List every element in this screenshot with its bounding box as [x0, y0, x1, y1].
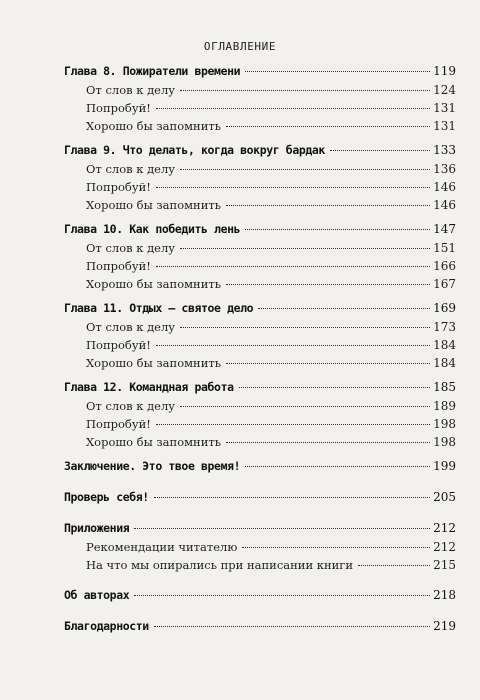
dot-leader — [134, 595, 430, 596]
page-number: 199 — [433, 459, 456, 473]
dot-leader — [226, 126, 430, 127]
page-number: 215 — [433, 558, 456, 572]
toc-sub-entry[interactable] — [64, 415, 456, 433]
section-title: От слов к делу — [86, 241, 176, 255]
dot-leader — [180, 406, 430, 407]
section-title: Рекомендации читателю — [86, 540, 238, 554]
dot-leader — [180, 327, 430, 328]
section-title: От слов к делу — [86, 83, 176, 97]
toc-group-acknowledgements — [64, 617, 456, 636]
toc-group-appendices — [64, 519, 456, 574]
page-number: 147 — [433, 222, 456, 236]
section-title: Хорошо бы запомнить — [86, 356, 222, 370]
toc-group-chapter-9 — [64, 141, 456, 214]
toc-chapter-entry[interactable] — [64, 488, 456, 507]
dot-leader — [154, 497, 430, 498]
section-title: Попробуй! — [86, 259, 151, 273]
toc-sub-entry[interactable] — [64, 354, 456, 372]
toc-group-conclusion — [64, 457, 456, 476]
dot-leader — [180, 248, 430, 249]
toc-sub-entry[interactable] — [64, 433, 456, 451]
chapter-title: Об авторах — [64, 588, 130, 602]
page-number: 218 — [433, 588, 456, 602]
section-title: На что мы опирались при написании книги — [86, 558, 353, 572]
page-number: 131 — [433, 119, 456, 133]
page-number: 189 — [433, 399, 456, 413]
dot-leader — [180, 90, 430, 91]
table-of-contents — [64, 62, 456, 648]
page-number: 146 — [433, 180, 456, 194]
dot-leader — [245, 71, 430, 72]
toc-chapter-entry[interactable] — [64, 617, 456, 636]
toc-chapter-entry[interactable] — [64, 519, 456, 538]
toc-group-chapter-12 — [64, 378, 456, 451]
toc-sub-entry[interactable] — [64, 275, 456, 293]
dot-leader — [330, 150, 430, 151]
page-number: 198 — [433, 435, 456, 449]
page-number: 124 — [433, 83, 456, 97]
toc-chapter-entry[interactable] — [64, 220, 456, 239]
section-title: Попробуй! — [86, 180, 151, 194]
section-title: От слов к делу — [86, 399, 176, 413]
toc-sub-entry[interactable] — [64, 117, 456, 135]
dot-leader — [156, 266, 430, 267]
toc-sub-entry[interactable] — [64, 81, 456, 99]
page-number: 184 — [433, 338, 456, 352]
toc-chapter-entry[interactable] — [64, 62, 456, 81]
chapter-title: Глава 12. Командная работа — [64, 380, 234, 394]
dot-leader — [226, 205, 430, 206]
toc-sub-entry[interactable] — [64, 336, 456, 354]
toc-sub-entry[interactable] — [64, 196, 456, 214]
page-number: 184 — [433, 356, 456, 370]
toc-sub-entry[interactable] — [64, 538, 456, 556]
page-number: 212 — [433, 521, 456, 535]
page-number: 185 — [433, 380, 456, 394]
chapter-title: Благодарности — [64, 619, 149, 633]
toc-group-about-authors — [64, 586, 456, 605]
chapter-title: Глава 11. Отдых – святое дело — [64, 301, 254, 315]
toc-sub-entry[interactable] — [64, 318, 456, 336]
dot-leader — [180, 169, 430, 170]
toc-sub-entry[interactable] — [64, 556, 456, 574]
toc-sub-entry[interactable] — [64, 160, 456, 178]
section-title: Попробуй! — [86, 417, 151, 431]
dot-leader — [258, 308, 430, 309]
toc-group-chapter-10 — [64, 220, 456, 293]
toc-chapter-entry[interactable] — [64, 457, 456, 476]
dot-leader — [156, 345, 430, 346]
section-title: Попробуй! — [86, 101, 151, 115]
chapter-title: Глава 10. Как победить лень — [64, 222, 241, 236]
page-number: 136 — [433, 162, 456, 176]
chapter-title: Глава 8. Пожиратели времени — [64, 64, 241, 78]
page-number: 205 — [433, 490, 456, 504]
toc-chapter-entry[interactable] — [64, 141, 456, 160]
section-title: Хорошо бы запомнить — [86, 198, 222, 212]
section-title: Хорошо бы запомнить — [86, 435, 222, 449]
toc-sub-entry[interactable] — [64, 397, 456, 415]
chapter-title: Приложения — [64, 521, 130, 535]
toc-chapter-entry[interactable] — [64, 299, 456, 318]
toc-chapter-entry[interactable] — [64, 586, 456, 605]
page-number: 219 — [433, 619, 456, 633]
dot-leader — [245, 229, 430, 230]
dot-leader — [156, 187, 430, 188]
toc-group-check-yourself — [64, 488, 456, 507]
page-title: ОГЛАВЛЕНИЕ — [203, 40, 277, 53]
page-number: 146 — [433, 198, 456, 212]
page-number: 166 — [433, 259, 456, 273]
section-title: От слов к делу — [86, 162, 176, 176]
dot-leader — [156, 424, 430, 425]
dot-leader — [358, 565, 430, 566]
toc-sub-entry[interactable] — [64, 239, 456, 257]
page-number: 167 — [433, 277, 456, 291]
page-number: 131 — [433, 101, 456, 115]
page-number: 212 — [433, 540, 456, 554]
chapter-title: Проверь себя! — [64, 490, 149, 504]
dot-leader — [239, 387, 430, 388]
dot-leader — [226, 442, 430, 443]
toc-sub-entry[interactable] — [64, 257, 456, 275]
toc-sub-entry[interactable] — [64, 178, 456, 196]
chapter-title: Заключение. Это твое время! — [64, 459, 241, 473]
page-number: 151 — [433, 241, 456, 255]
toc-chapter-entry[interactable] — [64, 378, 456, 397]
page-number: 173 — [433, 320, 456, 334]
toc-group-chapter-11 — [64, 299, 456, 372]
toc-sub-entry[interactable] — [64, 99, 456, 117]
section-title: Хорошо бы запомнить — [86, 277, 222, 291]
page-number: 133 — [433, 143, 456, 157]
dot-leader — [226, 284, 430, 285]
page-number: 169 — [433, 301, 456, 315]
page-number: 198 — [433, 417, 456, 431]
dot-leader — [245, 466, 430, 467]
section-title: Попробуй! — [86, 338, 151, 352]
section-title: От слов к делу — [86, 320, 176, 334]
section-title: Хорошо бы запомнить — [86, 119, 222, 133]
dot-leader — [226, 363, 430, 364]
dot-leader — [134, 528, 430, 529]
dot-leader — [242, 547, 430, 548]
dot-leader — [156, 108, 430, 109]
chapter-title: Глава 9. Что делать, когда вокруг бардак — [64, 143, 325, 157]
toc-group-chapter-8 — [64, 62, 456, 135]
dot-leader — [154, 626, 430, 627]
page-number: 119 — [433, 64, 456, 78]
